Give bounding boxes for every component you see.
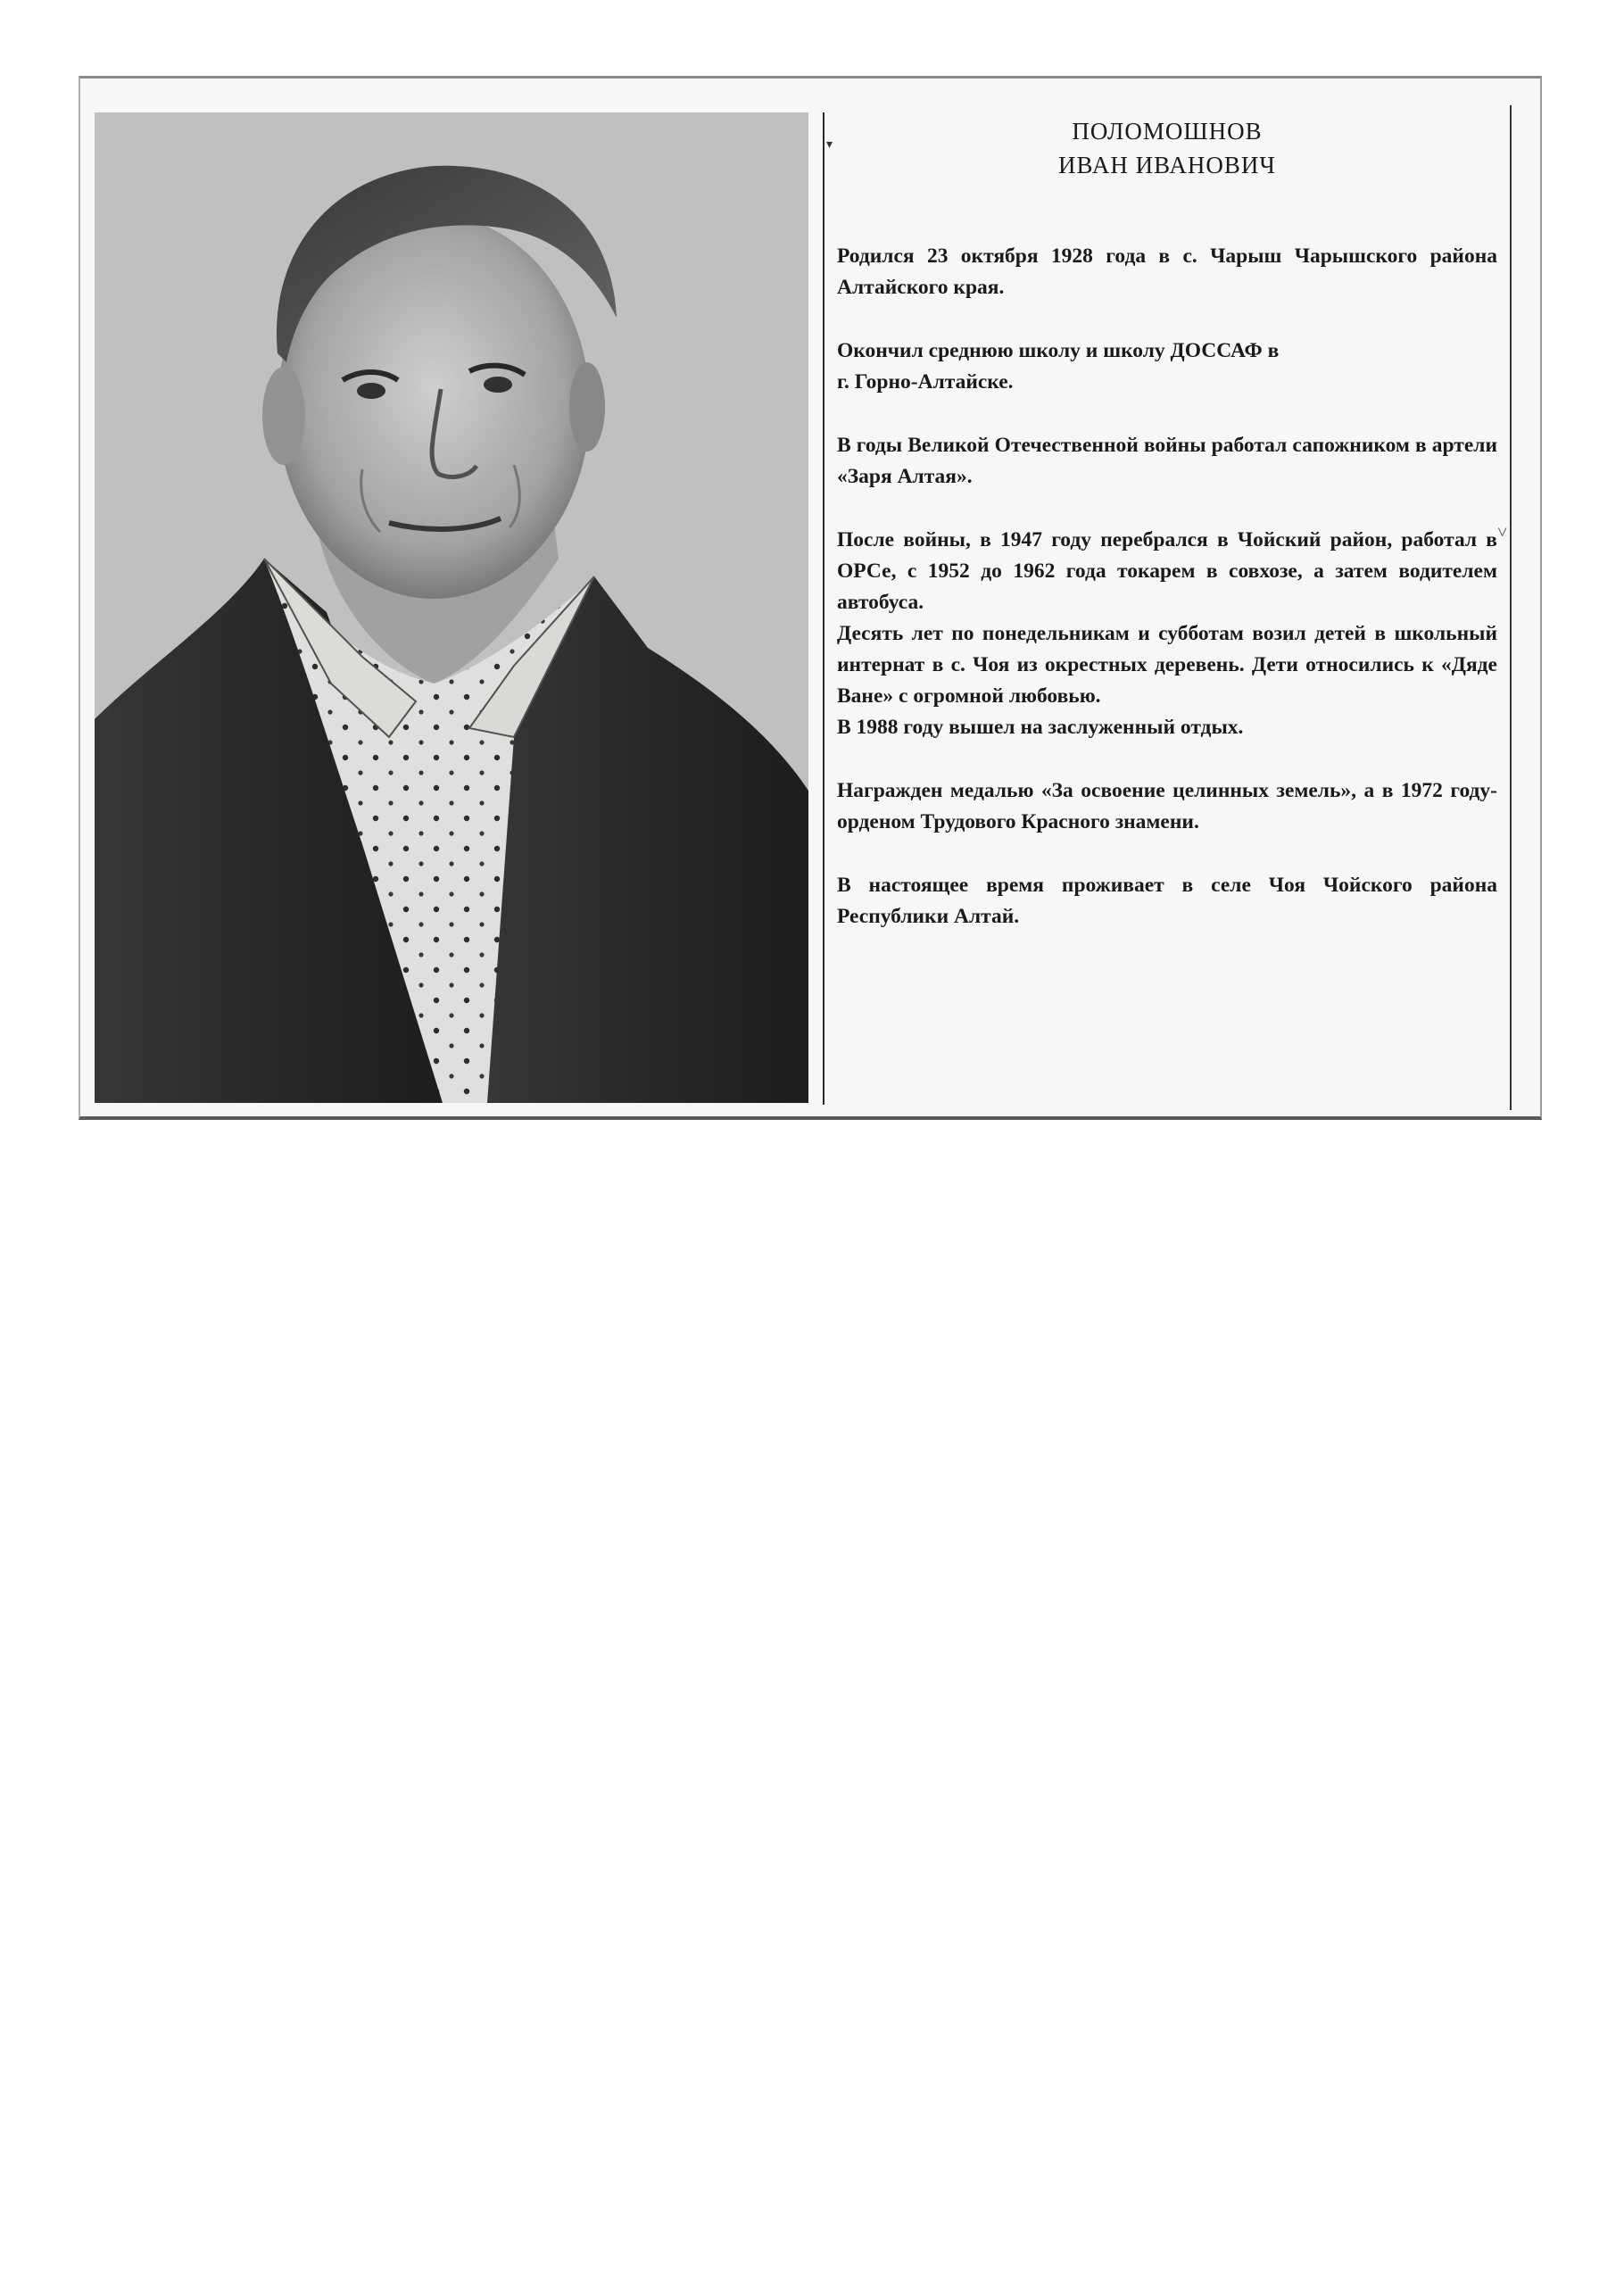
given-names: ИВАН ИВАНОВИЧ [1058, 152, 1276, 178]
paragraph-school-bus: Десять лет по понедельникам и субботам возил детей в школьный интернат в с. Чоя из окрестных деревень. Дети относились к «Дяде Ване» с огромной любовью. [837, 622, 1497, 708]
portrait-illustration [95, 112, 808, 1103]
paragraph-retirement: В 1988 году вышел на заслуженный отдых. [837, 716, 1244, 739]
paragraph-education-1: Окончил среднюю школу и школу ДОССАФ в [837, 339, 1280, 362]
surname: ПОЛОМОШНОВ [1072, 118, 1263, 145]
paragraph-awards: Награжден медалью «За освоение целинных земель», а в 1972 году-орденом Трудового Красного знамени. [837, 779, 1497, 833]
right-border-line [1510, 105, 1512, 1110]
paragraph-birth: Родился 23 октября 1928 года в с. Чарыш Чарышского района Алтайского края. [837, 245, 1497, 299]
person-name [837, 114, 1497, 182]
paragraph-education-2: г. Горно-Алтайске. [837, 370, 1014, 394]
paragraph-residence: В настоящее время проживает в селе Чоя Чойского района Республики Алтай. [837, 874, 1497, 928]
document-sheet [79, 76, 1542, 1120]
portrait-photo [95, 112, 808, 1103]
column-divider [823, 112, 824, 1105]
paragraph-war-years: В годы Великой Отечественной войны работал сапожником в артели «Заря Алтая». [837, 434, 1497, 488]
paragraph-after-war: После войны, в 1947 году перебрался в Чойский район, работал в ОРСе, с 1952 до 1962 года токарем в совхозе, а затем водителем автобуса. [837, 528, 1497, 614]
scan-mark: ▾ [826, 138, 833, 152]
scan-mark-right: ˅ [1497, 523, 1508, 543]
biography-text [837, 114, 1497, 932]
